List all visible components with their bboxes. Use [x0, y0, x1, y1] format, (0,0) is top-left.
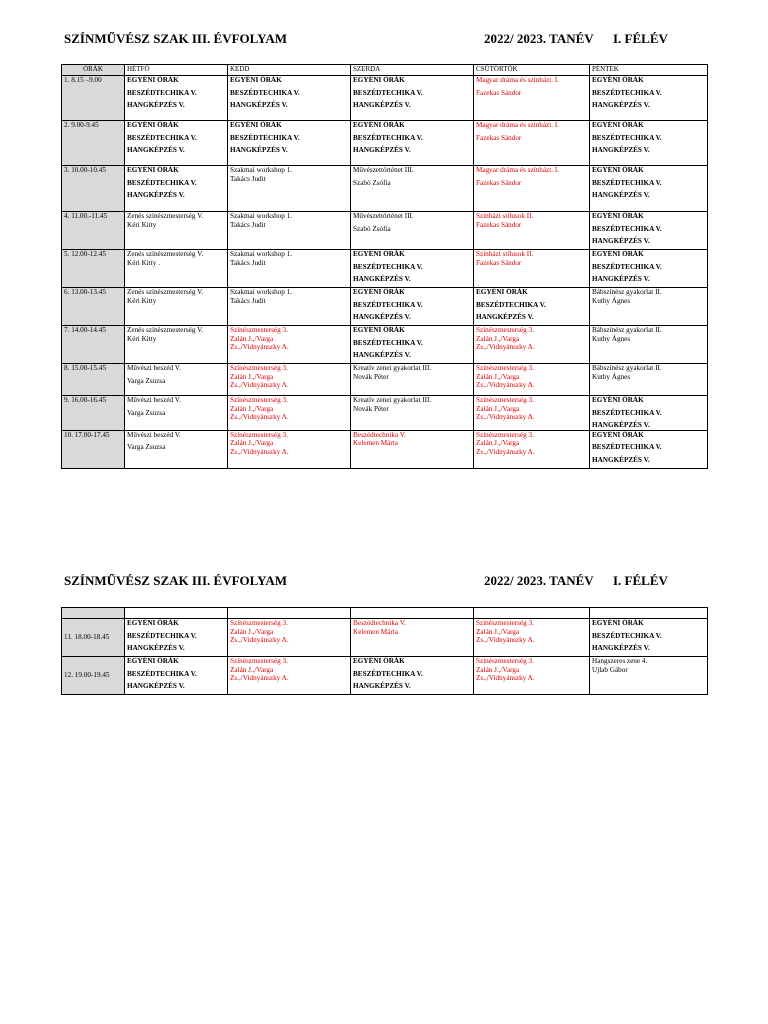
class-line: Kelemen Márta: [353, 627, 398, 636]
class-line: Hangszeres zene 4.: [592, 657, 648, 665]
class-cell: [228, 364, 351, 396]
class-line: BESZÉDTECHIKA V.: [127, 178, 197, 187]
class-line: Kéri Kitty: [127, 220, 157, 229]
class-cell: [590, 364, 708, 396]
column-header-orak: ÓRÁK: [62, 65, 125, 76]
class-cell: [590, 121, 708, 166]
class-cell: [125, 364, 228, 396]
class-line: HANGKÉPZÉS V.: [592, 146, 650, 155]
class-line: EGYÉNI ÓRÁK: [592, 76, 644, 84]
class-line: BESZÉDTECHIKA V.: [592, 224, 662, 233]
class-cell: [228, 250, 351, 288]
semester: I. FÉLÉV: [613, 31, 668, 46]
class-cell: [125, 121, 228, 166]
class-cell: [590, 166, 708, 212]
column-header-kedd: KEDD: [228, 65, 351, 76]
class-line: BESZÉDTECHIKA V.: [592, 88, 662, 97]
class-line: EGYÉNI ÓRÁK: [592, 166, 644, 174]
time-slot: 2. 9.00-9.45: [62, 121, 125, 166]
class-line: Bábszínész gyakorlat II.: [592, 364, 662, 372]
class-line: Varga Zsuzsa: [127, 376, 166, 385]
class-line: HANGKÉPZÉS V.: [476, 313, 534, 322]
class-line: EGYÉNI ÓRÁK: [127, 657, 179, 665]
class-line: Zs.,/Vidnyánszky A.: [476, 447, 535, 456]
class-cell: [590, 396, 708, 431]
page-title-continued: SZÍNMŰVÉSZ SZAK III. ÉVFOLYAM: [64, 573, 287, 588]
class-line: HANGKÉPZÉS V.: [592, 455, 650, 464]
empty-header-cell: [351, 608, 474, 619]
class-line: Zalán J.,/Varga: [230, 439, 274, 448]
class-line: EGYÉNI ÓRÁK: [592, 212, 644, 220]
empty-header-cell: [474, 608, 590, 619]
class-line: Művészettörténet III.: [353, 212, 414, 220]
class-line: EGYÉNI ÓRÁK: [353, 326, 405, 334]
time-slot: 12. 19.00-19.45: [62, 657, 125, 695]
class-line: BESZÉDTECHIKA V.: [476, 300, 546, 309]
class-line: Novák Péter: [353, 372, 389, 381]
time-slot: 5. 12.00-12.45: [62, 250, 125, 288]
class-cell: [351, 430, 474, 468]
empty-header-cell: [228, 608, 351, 619]
time-slot: 6. 13.00-13.45: [62, 288, 125, 326]
class-line: Varga Zsuzsa: [127, 443, 166, 452]
class-cell: [474, 657, 590, 695]
class-line: Takács Judit: [230, 258, 266, 267]
empty-header-cell: [62, 608, 125, 619]
class-line: Zalán J.,/Varga: [230, 372, 274, 381]
class-cell: [228, 619, 351, 657]
class-cell: [474, 430, 590, 468]
time-slot: 7. 14.00-14.45: [62, 326, 125, 364]
class-line: Zalán J.,/Varga: [476, 372, 520, 381]
class-line: Bábszínész gyakorlat II.: [592, 288, 662, 296]
class-line: Varga Zsuzsa: [127, 408, 166, 417]
time-slot: 3. 10.00-10.45: [62, 166, 125, 212]
class-line: Színészmesterség 3.: [476, 430, 534, 439]
class-cell: [228, 288, 351, 326]
class-line: Színházi stílusok II.: [476, 212, 534, 220]
column-header-pentek: PÉNTEK: [590, 65, 708, 76]
schedule-row: [62, 166, 708, 212]
class-line: EGYÉNI ÓRÁK: [353, 121, 405, 129]
schedule-row: [62, 657, 708, 695]
class-line: Fazekas Sándor: [476, 258, 522, 267]
class-line: BESZÉDTECHIKA V.: [592, 262, 662, 271]
class-line: HANGKÉPZÉS V.: [230, 146, 288, 155]
class-line: Színészmesterség 3.: [476, 396, 534, 404]
class-line: HANGKÉPZÉS V.: [592, 644, 650, 653]
class-cell: [125, 250, 228, 288]
class-cell: [474, 166, 590, 212]
class-line: BESZÉDTECHIKA V.: [353, 262, 423, 271]
class-cell: [351, 212, 474, 250]
class-line: Művészi beszéd V.: [127, 430, 181, 439]
class-cell: [125, 657, 228, 695]
class-line: Zalán J.,/Varga: [476, 404, 520, 413]
class-cell: [474, 288, 590, 326]
class-line: Színészmesterség 3.: [476, 364, 534, 372]
class-line: EGYÉNI ÓRÁK: [353, 657, 405, 665]
class-line: HANGKÉPZÉS V.: [127, 644, 185, 653]
class-cell: [125, 430, 228, 468]
class-cell: [351, 288, 474, 326]
class-line: HANGKÉPZÉS V.: [592, 275, 650, 284]
class-line: Kéri Kitty: [127, 334, 157, 343]
class-line: BESZÉDTECHIKA V.: [230, 133, 300, 142]
class-line: Zalán J.,/Varga: [230, 665, 274, 674]
semester-continued: I. FÉLÉV: [613, 573, 668, 588]
class-cell: [590, 250, 708, 288]
class-line: HANGKÉPZÉS V.: [230, 101, 288, 110]
class-cell: [125, 396, 228, 431]
class-cell: [351, 396, 474, 431]
school-year: 2022/ 2023. TANÉV: [484, 31, 594, 46]
class-line: Kelemen Márta: [353, 439, 398, 448]
class-cell: [351, 166, 474, 212]
class-line: BESZÉDTECHIKA V.: [127, 631, 197, 640]
class-line: Takács Judit: [230, 296, 266, 305]
class-line: Novák Péter: [353, 404, 389, 413]
class-cell: [474, 619, 590, 657]
class-line: Zs.,/Vidnyánszky A.: [230, 343, 289, 352]
schedule-row: [62, 288, 708, 326]
class-line: BESZÉDTECHIKA V.: [353, 133, 423, 142]
class-line: Színészmesterség 3.: [476, 619, 534, 627]
table-header-row: [62, 65, 708, 76]
class-line: Bábszínész gyakorlat II.: [592, 326, 662, 334]
class-line: HANGKÉPZÉS V.: [127, 146, 185, 155]
page-title: SZÍNMŰVÉSZ SZAK III. ÉVFOLYAM: [64, 31, 287, 46]
class-cell: [474, 250, 590, 288]
class-cell: [474, 212, 590, 250]
column-header-hetfo: HÉTFŐ: [125, 65, 228, 76]
class-line: Zalán J.,/Varga: [476, 439, 520, 448]
class-cell: [590, 76, 708, 121]
empty-header-cell: [125, 608, 228, 619]
class-line: BESZÉDTECHIKA V.: [592, 443, 662, 452]
class-line: Takács Judit: [230, 174, 266, 183]
time-slot: 1. 8.15 –9.00: [62, 76, 125, 121]
time-slot: 11. 18.00-18.45: [62, 619, 125, 657]
class-line: BESZÉDTECHIKA V.: [353, 300, 423, 309]
schedule-row: [62, 212, 708, 250]
class-line: Ujlab Gábor: [592, 665, 628, 674]
class-line: Művészi beszéd V.: [127, 396, 181, 404]
empty-header-cell: [590, 608, 708, 619]
class-cell: [125, 288, 228, 326]
class-cell: [590, 326, 708, 364]
class-line: BESZÉDTECHIKA V.: [127, 88, 197, 97]
class-cell: [590, 288, 708, 326]
class-line: Magyar dráma és színházt. I.: [476, 121, 560, 129]
class-cell: [351, 364, 474, 396]
class-line: EGYÉNI ÓRÁK: [353, 76, 405, 84]
class-line: HANGKÉPZÉS V.: [353, 275, 411, 284]
class-line: Színészmesterség 3.: [230, 326, 288, 334]
class-cell: [474, 76, 590, 121]
column-header-szerda: SZERDA: [351, 65, 474, 76]
column-header-csutortok: CSÜTÖRTÖK: [474, 65, 590, 76]
schedule-row: [62, 364, 708, 396]
class-line: Zs.,/Vidnyánszky A.: [476, 381, 535, 390]
class-line: EGYÉNI ÓRÁK: [592, 430, 644, 439]
class-line: Színészmesterség 3.: [476, 326, 534, 334]
class-cell: [474, 326, 590, 364]
schedule-table-continued: [61, 607, 708, 695]
class-line: HANGKÉPZÉS V.: [127, 682, 185, 691]
class-line: EGYÉNI ÓRÁK: [592, 619, 644, 627]
class-cell: [474, 364, 590, 396]
class-line: Szakmai workshop 1.: [230, 166, 293, 174]
class-line: Kéri Kitty .: [127, 258, 160, 267]
class-cell: [590, 212, 708, 250]
schedule-row: [62, 121, 708, 166]
class-line: Kreatív zenei gyakorlat III.: [353, 396, 432, 404]
class-cell: [351, 121, 474, 166]
class-line: Zs.,/Vidnyánszky A.: [230, 636, 289, 645]
class-line: Fazekas Sándor: [476, 133, 522, 142]
class-line: Zalán J.,/Varga: [476, 665, 520, 674]
class-line: BESZÉDTECHIKA V.: [592, 408, 662, 417]
class-line: Színházi stílusok II.: [476, 250, 534, 258]
class-cell: [228, 76, 351, 121]
class-line: Kuthy Ágnes: [592, 334, 631, 343]
class-line: Művészi beszéd V.: [127, 364, 181, 372]
class-line: Zalán J.,/Varga: [476, 334, 520, 343]
schedule-row: [62, 396, 708, 431]
class-cell: [351, 619, 474, 657]
class-line: Zalán J.,/Varga: [476, 627, 520, 636]
class-line: Kéri Kitty: [127, 296, 157, 305]
class-line: Szakmai workshop 1.: [230, 250, 293, 258]
schedule-row: [62, 430, 708, 468]
class-line: Zs.,/Vidnyánszky A.: [476, 413, 535, 422]
class-cell: [228, 430, 351, 468]
class-line: Beszédtechnika V.: [353, 430, 406, 439]
class-cell: [351, 250, 474, 288]
class-line: EGYÉNI ÓRÁK: [127, 121, 179, 129]
class-line: Zalán J.,/Varga: [230, 404, 274, 413]
class-line: Zs.,/Vidnyánszky A.: [476, 674, 535, 683]
class-line: BESZÉDTECHIKA V.: [592, 178, 662, 187]
class-line: Szabó Zsófia: [353, 224, 391, 233]
class-line: EGYÉNI ÓRÁK: [230, 76, 282, 84]
class-line: HANGKÉPZÉS V.: [353, 351, 411, 360]
time-slot: 9. 16.00-16.45: [62, 396, 125, 431]
class-line: Zenés színészmesterség V.: [127, 326, 204, 334]
class-line: Szakmai workshop 1.: [230, 288, 293, 296]
class-line: EGYÉNI ÓRÁK: [592, 121, 644, 129]
class-line: Zenés színészmesterség V.: [127, 212, 204, 220]
class-line: EGYÉNI ÓRÁK: [476, 288, 528, 296]
class-line: Zs.,/Vidnyánszky A.: [230, 381, 289, 390]
class-cell: [228, 396, 351, 431]
class-line: Színészmesterség 3.: [230, 657, 288, 665]
class-line: BESZÉDTECHIKA V.: [353, 338, 423, 347]
class-cell: [228, 121, 351, 166]
time-slot: 8. 15.00-15.45: [62, 364, 125, 396]
class-line: HANGKÉPZÉS V.: [127, 191, 185, 200]
class-line: Fazekas Sándor: [476, 220, 522, 229]
class-cell: [351, 657, 474, 695]
class-line: BESZÉDTECHIKA V.: [353, 669, 423, 678]
class-line: BESZÉDTECHIKA V.: [592, 631, 662, 640]
class-line: BESZÉDTECHIKA V.: [127, 133, 197, 142]
schedule-row: [62, 76, 708, 121]
class-line: BESZÉDTECHIKA V.: [127, 669, 197, 678]
class-line: Zs.,/Vidnyánszky A.: [476, 636, 535, 645]
schedule-table: [61, 64, 708, 469]
class-cell: [474, 121, 590, 166]
class-line: Színészmesterség 3.: [230, 396, 288, 404]
class-line: HANGKÉPZÉS V.: [353, 682, 411, 691]
class-line: Fazekas Sándor: [476, 88, 522, 97]
class-cell: [474, 396, 590, 431]
class-line: Kuthy Ágnes: [592, 372, 631, 381]
schedule-row: [62, 326, 708, 364]
school-year-continued: 2022/ 2023. TANÉV: [484, 573, 594, 588]
class-line: Zs.,/Vidnyánszky A.: [230, 413, 289, 422]
class-cell: [125, 166, 228, 212]
class-line: HANGKÉPZÉS V.: [127, 101, 185, 110]
class-line: Művészettörténet III.: [353, 166, 414, 174]
class-line: EGYÉNI ÓRÁK: [353, 288, 405, 296]
class-line: EGYÉNI ÓRÁK: [230, 121, 282, 129]
class-cell: [228, 166, 351, 212]
class-line: EGYÉNI ÓRÁK: [592, 396, 644, 404]
class-cell: [590, 430, 708, 468]
class-line: Zs.,/Vidnyánszky A.: [230, 674, 289, 683]
class-cell: [125, 212, 228, 250]
class-line: EGYÉNI ÓRÁK: [592, 250, 644, 258]
class-line: EGYÉNI ÓRÁK: [127, 619, 179, 627]
schedule-row: [62, 250, 708, 288]
class-line: Színészmesterség 3.: [476, 657, 534, 665]
time-slot: 10. 17.00-17.45: [62, 430, 125, 468]
class-cell: [228, 326, 351, 364]
class-line: BESZÉDTECHIKA V.: [230, 88, 300, 97]
class-line: EGYÉNI ÓRÁK: [127, 76, 179, 84]
class-cell: [125, 326, 228, 364]
class-line: HANGKÉPZÉS V.: [592, 237, 650, 246]
class-line: Zs.,/Vidnyánszky A.: [476, 343, 535, 352]
class-cell: [125, 76, 228, 121]
class-line: Színészmesterség 3.: [230, 619, 288, 627]
class-line: EGYÉNI ÓRÁK: [127, 166, 179, 174]
class-line: BESZÉDTECHIKA V.: [353, 88, 423, 97]
class-line: HANGKÉPZÉS V.: [353, 313, 411, 322]
class-line: Szabó Zsófia: [353, 178, 391, 187]
class-line: Kuthy Ágnes: [592, 296, 631, 305]
class-line: Kreatív zenei gyakorlat III.: [353, 364, 432, 372]
class-cell: [228, 212, 351, 250]
class-line: HANGKÉPZÉS V.: [353, 101, 411, 110]
class-line: HANGKÉPZÉS V.: [592, 421, 650, 430]
class-line: BESZÉDTECHIKA V.: [592, 133, 662, 142]
class-line: EGYÉNI ÓRÁK: [353, 250, 405, 258]
class-line: Zenés színészmesterség V.: [127, 288, 204, 296]
class-line: Zenés színészmesterség V.: [127, 250, 204, 258]
class-line: Színészmesterség 3.: [230, 430, 288, 439]
class-cell: [590, 619, 708, 657]
class-cell: [228, 657, 351, 695]
class-line: Magyar dráma és színházt. I.: [476, 166, 560, 174]
class-line: Zalán J.,/Varga: [230, 334, 274, 343]
class-cell: [351, 326, 474, 364]
class-line: Zs.,/Vidnyánszky A.: [230, 447, 289, 456]
class-cell: [125, 619, 228, 657]
class-line: Fazekas Sándor: [476, 178, 522, 187]
class-line: Zalán J.,/Varga: [230, 627, 274, 636]
class-line: Beszédtechnika V.: [353, 619, 406, 627]
class-cell: [351, 76, 474, 121]
class-line: Takács Judit: [230, 220, 266, 229]
class-line: Szakmai workshop 1.: [230, 212, 293, 220]
table-header-row-empty: [62, 608, 708, 619]
time-slot: 4. 11.00.-11.45: [62, 212, 125, 250]
class-line: Színészmesterség 3.: [230, 364, 288, 372]
class-line: Magyar dráma és színházt. I.: [476, 76, 560, 84]
class-line: HANGKÉPZÉS V.: [592, 191, 650, 200]
class-cell: [590, 657, 708, 695]
class-line: HANGKÉPZÉS V.: [592, 101, 650, 110]
class-line: HANGKÉPZÉS V.: [353, 146, 411, 155]
schedule-row: [62, 619, 708, 657]
